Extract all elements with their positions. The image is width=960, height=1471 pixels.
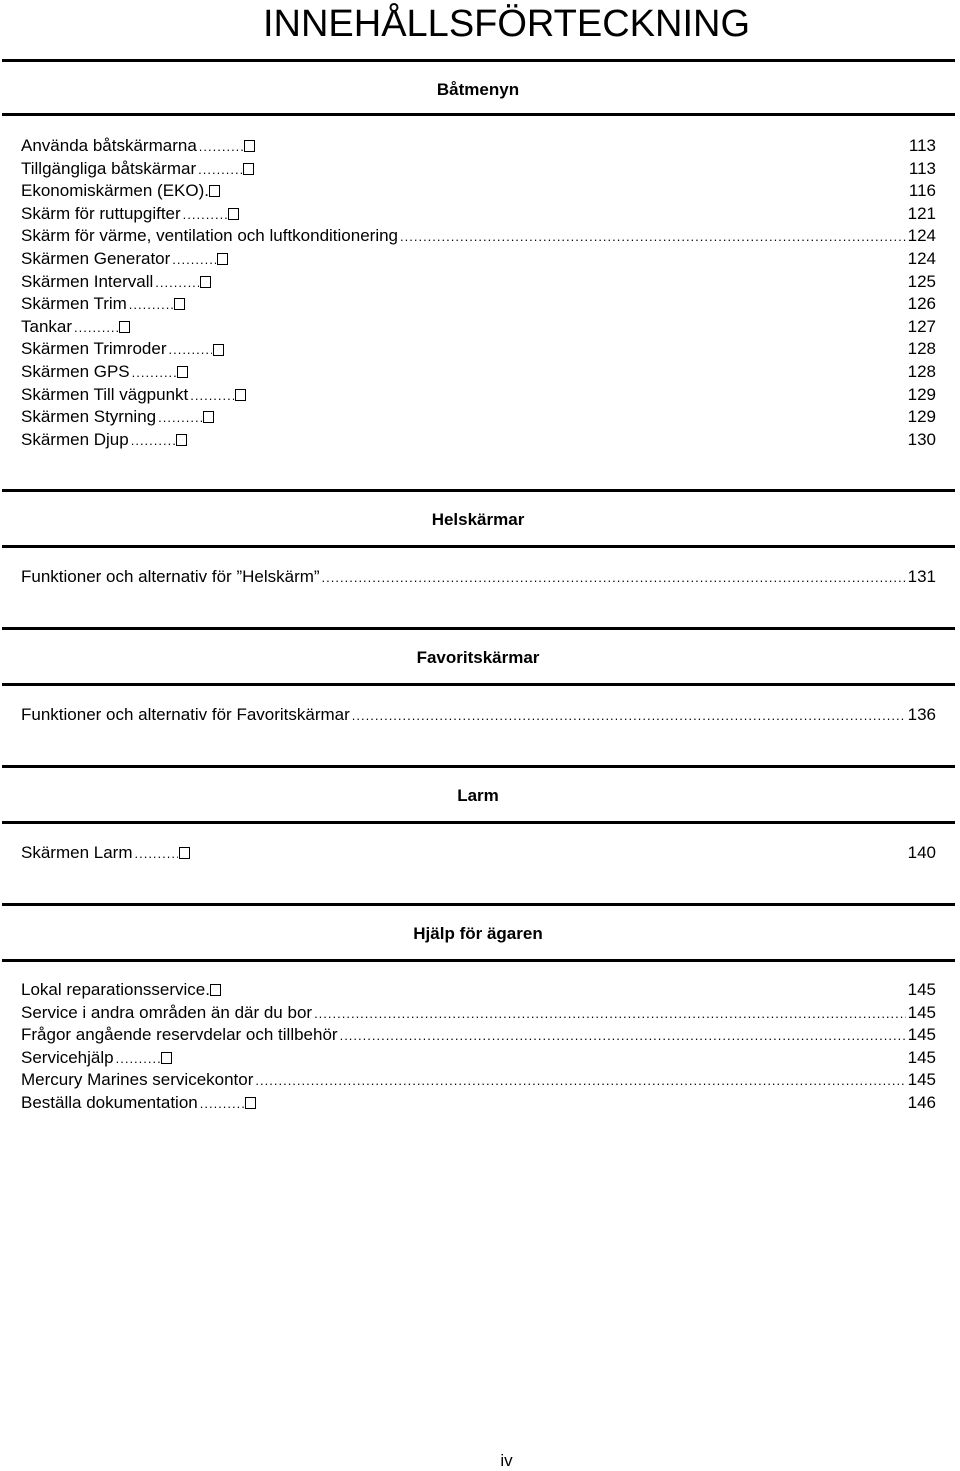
- toc-list-favoritskarmar: [21, 704, 936, 727]
- section-divider: [2, 903, 955, 906]
- dot-leader: [190, 384, 234, 408]
- toc-list-batmenyn: [21, 135, 936, 451]
- toc-entry[interactable]: [21, 1092, 936, 1115]
- toc-entry-page: 145: [907, 1047, 936, 1067]
- toc-entry-title: Skärmen Generator: [21, 248, 171, 268]
- toc-entry-page: 125: [907, 271, 936, 291]
- toc-list-hjalp-for-agaren: [21, 979, 936, 1115]
- toc-entry-title: Tankar: [21, 316, 73, 336]
- toc-entry[interactable]: [21, 842, 936, 865]
- toc-entry-page: 145: [907, 980, 936, 999]
- toc-entry[interactable]: [21, 1002, 936, 1025]
- toc-entry[interactable]: [21, 293, 936, 316]
- dot-leader: [168, 338, 212, 362]
- toc-entry[interactable]: [21, 338, 936, 361]
- square-box-icon: [243, 163, 254, 175]
- dot-leader: [172, 248, 216, 272]
- toc-entry-title: Skärm för värme, ventilation och luftkonditionering: [21, 226, 399, 246]
- dot-leader: [200, 1092, 244, 1116]
- toc-entry[interactable]: [21, 271, 936, 294]
- toc-entry-title: Frågor angående reservdelar och tillbehör: [21, 1025, 338, 1045]
- square-box-icon: [217, 253, 228, 265]
- dot-leader: [131, 429, 175, 453]
- toc-entry-page: 128: [907, 339, 936, 359]
- toc-list-helskarmar: [21, 566, 936, 589]
- toc-entry-page: 124: [907, 226, 936, 246]
- toc-entry-title: Skärm för ruttupgifter: [21, 203, 181, 223]
- toc-entry[interactable]: [21, 135, 936, 158]
- section-heading: Favoritskärmar: [416, 648, 540, 667]
- toc-entry-page: 129: [907, 384, 936, 404]
- section-heading: Larm: [457, 786, 499, 805]
- section-heading: Helskärmar: [431, 510, 525, 529]
- toc-entry-title: Skärmen Intervall: [21, 271, 154, 291]
- toc-entry[interactable]: [21, 203, 936, 226]
- toc-entry-title: Lokal reparationsservice.: [21, 980, 210, 999]
- section-heading: Hjälp för ägaren: [413, 924, 543, 943]
- dot-leader: [255, 1069, 905, 1093]
- toc-entry[interactable]: [21, 384, 936, 407]
- square-box-icon: [235, 389, 246, 401]
- dot-leader: [400, 225, 906, 249]
- dot-leader: [129, 293, 173, 317]
- square-box-icon: [245, 1097, 256, 1109]
- section-divider: [2, 627, 955, 630]
- dot-leader: [158, 406, 202, 430]
- dot-leader: [198, 158, 242, 182]
- toc-entry[interactable]: [21, 158, 936, 181]
- toc-entry-title: Skärmen GPS: [21, 361, 130, 381]
- dot-leader: [183, 203, 227, 227]
- square-box-icon: [228, 208, 239, 220]
- dot-leader: [340, 1024, 906, 1048]
- section-divider: [2, 765, 955, 768]
- toc-entry-page: 145: [907, 1002, 936, 1022]
- square-box-icon: [161, 1052, 172, 1064]
- section-divider: [2, 113, 955, 116]
- toc-entry-page: 127: [907, 316, 936, 336]
- footer-page-number: iv: [500, 1451, 513, 1470]
- section-heading: Båtmenyn: [436, 80, 520, 99]
- toc-entry-page: 121: [907, 203, 936, 223]
- toc-entry[interactable]: [21, 429, 936, 452]
- section-divider: [2, 489, 955, 492]
- toc-entry-page: 140: [907, 843, 936, 862]
- page-title: INNEHÅLLSFÖRTECKNING: [262, 3, 751, 45]
- dot-leader: [199, 135, 243, 159]
- square-box-icon: [209, 185, 220, 197]
- toc-entry-title: Skärmen Trim: [21, 294, 127, 314]
- toc-entry-title: Skärmen Djup: [21, 429, 129, 449]
- toc-entry[interactable]: [21, 361, 936, 384]
- toc-entry-title: Funktioner och alternativ för Favoritskärmar: [21, 705, 350, 724]
- toc-entry-title: Servicehjälp: [21, 1047, 114, 1067]
- toc-entry-title: Tillgängliga båtskärmar: [21, 158, 197, 178]
- toc-entry[interactable]: [21, 704, 936, 727]
- toc-entry-page: 145: [907, 1070, 936, 1090]
- toc-entry-page: 129: [907, 407, 936, 427]
- square-box-icon: [174, 298, 185, 310]
- toc-entry-title: Ekonomiskärmen (EKO).: [21, 181, 209, 201]
- square-box-icon: [176, 434, 187, 446]
- toc-entry[interactable]: [21, 180, 936, 203]
- toc-entry[interactable]: [21, 979, 936, 1002]
- toc-entry-title: Funktioner och alternativ för ”Helskärm”: [21, 567, 320, 586]
- toc-entry[interactable]: [21, 225, 936, 248]
- toc-entry[interactable]: [21, 316, 936, 339]
- toc-entry-page: 136: [907, 705, 936, 724]
- square-box-icon: [213, 344, 224, 356]
- dot-leader: [314, 1002, 906, 1026]
- toc-list-larm: [21, 842, 936, 865]
- dot-leader: [132, 361, 176, 385]
- square-box-icon: [244, 140, 255, 152]
- square-box-icon: [203, 411, 214, 423]
- dot-leader: [134, 842, 178, 866]
- dot-leader: [116, 1047, 160, 1071]
- section-divider: [2, 683, 955, 686]
- toc-entry-page: 113: [908, 136, 936, 155]
- toc-entry-title: Beställa dokumentation: [21, 1092, 198, 1112]
- square-box-icon: [119, 321, 130, 333]
- toc-entry-page: 146: [907, 1092, 936, 1112]
- dot-leader: [322, 566, 906, 590]
- section-divider: [2, 959, 955, 962]
- toc-entry-title: Använda båtskärmarna: [21, 136, 197, 155]
- square-box-icon: [210, 984, 221, 996]
- toc-entry-title: Skärmen Till vägpunkt: [21, 384, 189, 404]
- toc-entry-page: 113: [908, 158, 936, 178]
- toc-entry-page: 131: [907, 567, 936, 586]
- toc-entry[interactable]: [21, 566, 936, 589]
- toc-entry-page: 128: [907, 361, 936, 381]
- dot-leader: [352, 704, 906, 728]
- square-box-icon: [200, 276, 211, 288]
- toc-entry-title: Skärmen Trimroder: [21, 339, 167, 359]
- toc-entry[interactable]: [21, 1047, 936, 1070]
- toc-entry-page: 126: [907, 294, 936, 314]
- toc-entry-title: Skärmen Larm: [21, 843, 133, 862]
- toc-entry-page: 130: [907, 429, 936, 449]
- toc-entry-title: Mercury Marines servicekontor: [21, 1070, 254, 1090]
- toc-entry-page: 145: [907, 1025, 936, 1045]
- toc-entry-page: 124: [907, 248, 936, 268]
- square-box-icon: [179, 847, 190, 859]
- dot-leader: [155, 271, 199, 295]
- toc-entry[interactable]: [21, 1024, 936, 1047]
- toc-entry[interactable]: [21, 248, 936, 271]
- toc-entry-title: Skärmen Styrning: [21, 407, 157, 427]
- toc-entry[interactable]: [21, 406, 936, 429]
- toc-entry-title: Service i andra områden än där du bor: [21, 1002, 313, 1022]
- title-divider: [2, 59, 955, 62]
- square-box-icon: [177, 366, 188, 378]
- section-divider: [2, 545, 955, 548]
- toc-entry-page: 116: [908, 181, 936, 201]
- toc-entry[interactable]: [21, 1069, 936, 1092]
- section-divider: [2, 821, 955, 824]
- dot-leader: [74, 316, 118, 340]
